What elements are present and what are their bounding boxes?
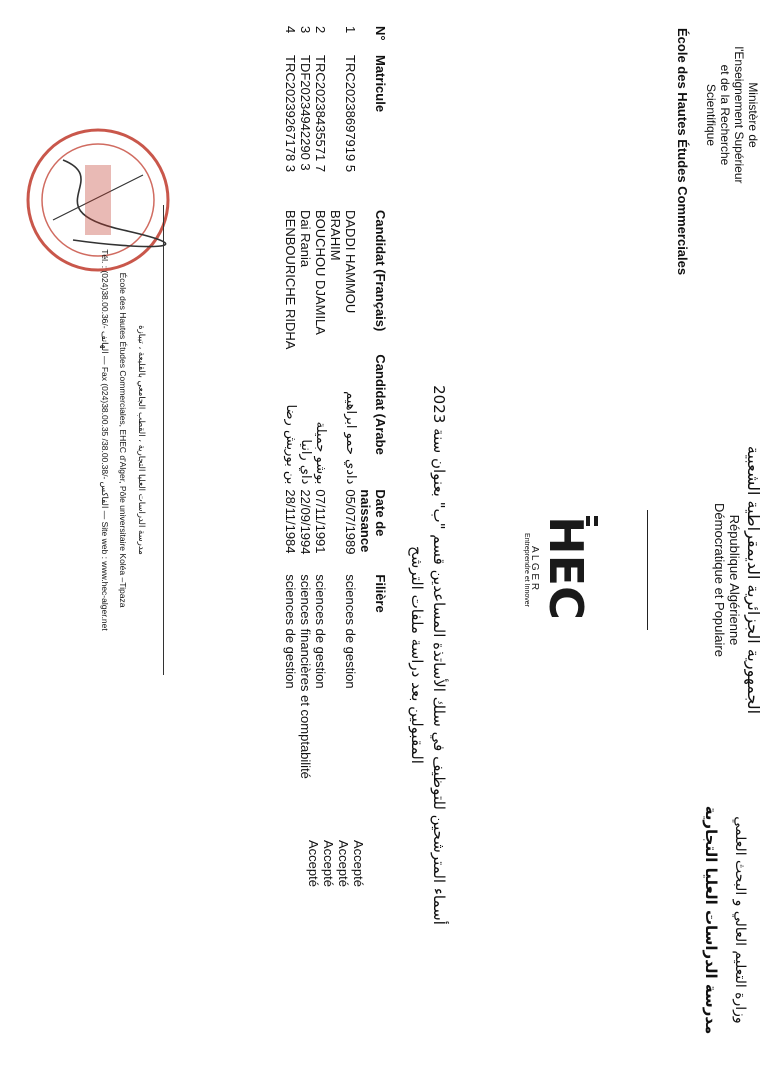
- footer-rule: [163, 205, 164, 675]
- cell-candidat-fr: BOUCHOU DJAMILA: [313, 210, 328, 335]
- header-filiere: Filière: [373, 574, 388, 613]
- cell-candidat-fr: Dai Rania: [298, 210, 313, 268]
- cell-candidat-ar: بوشو جميلة: [313, 421, 328, 485]
- hec-logo: [528, 508, 608, 628]
- cell-num: 1: [343, 26, 358, 34]
- republic-ar: الجمهورية الجزائرية الديمقراطية الشعبية: [744, 445, 763, 715]
- cell-candidat-fr: [328, 210, 358, 354]
- ministry-fr-line: et de la Recherche: [718, 64, 732, 166]
- footer-address-fr: École des Hautes Études Commerciales, EHEC d'Alger, Pôle universitaire Koléa –Tipaza: [118, 272, 128, 608]
- school-name-fr: École des Hautes Études Commerciales: [675, 28, 690, 276]
- title-line: المقبولين بعد دراسة ملفات الترشح: [408, 546, 426, 764]
- status-column: [306, 840, 366, 887]
- status-value: Accepté: [351, 840, 366, 887]
- cell-candidat-ar: بن بوريش رضا: [283, 404, 298, 485]
- ministry-fr-line: l'Enseignement Supérieur: [732, 46, 746, 184]
- table-row: [283, 26, 298, 784]
- cell-filiere: sciences de gestion: [283, 574, 298, 689]
- cell-filiere: sciences financières et comptabilité: [298, 574, 313, 779]
- cell-fr-line2: BRAHIM: [328, 210, 343, 261]
- ministry-ar: وزارة التعليم العالي و البحث العلمي: [732, 816, 748, 1024]
- cell-date: 07/11/1991: [313, 489, 328, 554]
- cell-candidat-ar: دادي حمو ابراهيم: [343, 391, 358, 485]
- footer-address-ar: مدرسة الدراسات العليا التجارية ، القطب الجامعي بالقليعة ، تيبازة: [136, 325, 146, 555]
- cell-matricule: TRC20238435571 7: [313, 55, 328, 173]
- republic-fr-line: République Algérienne: [727, 514, 742, 646]
- cell-date: 05/07/1989: [343, 489, 358, 555]
- cell-filiere: sciences de gestion: [313, 574, 328, 689]
- cell-matricule: TRC20238697919 5: [343, 55, 358, 173]
- cell-date: 28/11/1984: [283, 489, 298, 554]
- header-candidat-ar: Candidat (Arabe: [373, 354, 388, 455]
- hec-logo-graphic: [528, 508, 608, 628]
- cell-num: 2: [313, 26, 328, 34]
- header-candidat-fr: Candidat (Français): [373, 210, 388, 332]
- stamp-graphic: [13, 120, 183, 280]
- cell-candidat-fr: BENBOURICHE RIDHA: [283, 210, 298, 350]
- logo-sub: A L G E R: [529, 545, 540, 591]
- candidates-table: [283, 26, 388, 784]
- cell-num: 3: [298, 26, 313, 34]
- cell-candidat-ar: داي رانيا: [298, 439, 313, 485]
- ministry-fr: [704, 40, 760, 190]
- table-row: [298, 26, 313, 784]
- republic-fr-line: Démocratique et Populaire: [712, 503, 727, 657]
- cell-matricule: TRC20239267178 3: [283, 55, 298, 173]
- document-title: [406, 260, 450, 1050]
- table-row: [313, 26, 328, 784]
- republic-fr: [712, 470, 742, 690]
- header-num: N°: [373, 26, 388, 41]
- cell-filiere: sciences de gestion: [343, 574, 358, 689]
- logo-tagline: Entreprendre et Innover: [523, 533, 530, 607]
- footer-contact: Tél. : (024)38.00.36/- الهاتف — Fax (024)38.00.35 /38.00.38/- الفاكس — Site web : www.hec-alger.net: [100, 249, 110, 631]
- official-stamp: [13, 120, 183, 280]
- header-date-line2: naissance: [358, 489, 373, 553]
- table-header-row: [358, 26, 388, 784]
- status-value: Accepté: [306, 840, 321, 887]
- table-row: [328, 26, 358, 784]
- status-value: Accepté: [336, 840, 351, 887]
- cell-matricule: TDF20234942290 3: [298, 55, 313, 171]
- header-matricule: Matricule: [373, 55, 388, 113]
- status-value: Accepté: [321, 840, 336, 887]
- cell-num: 4: [283, 26, 298, 34]
- header-date-line1: Date de: [373, 489, 388, 537]
- header-rule: [647, 510, 648, 630]
- cell-date: 22/09/1994: [298, 489, 313, 555]
- ministry-fr-line: Scientifique: [704, 83, 718, 147]
- title-line: أسماء المترشحين للتوظيف في سلك الأساتذة المساعدين قسم "ب" بعنوان سنة 2023: [430, 385, 448, 925]
- cell-fr-line1: DADDI HAMMOU: [343, 210, 358, 314]
- header-date: [358, 489, 388, 574]
- ministry-fr-line: Ministère de: [746, 82, 760, 148]
- school-name-ar: مدرسة الدراسات العليا التجارية: [702, 805, 720, 1035]
- logo-text: HEC: [539, 516, 593, 620]
